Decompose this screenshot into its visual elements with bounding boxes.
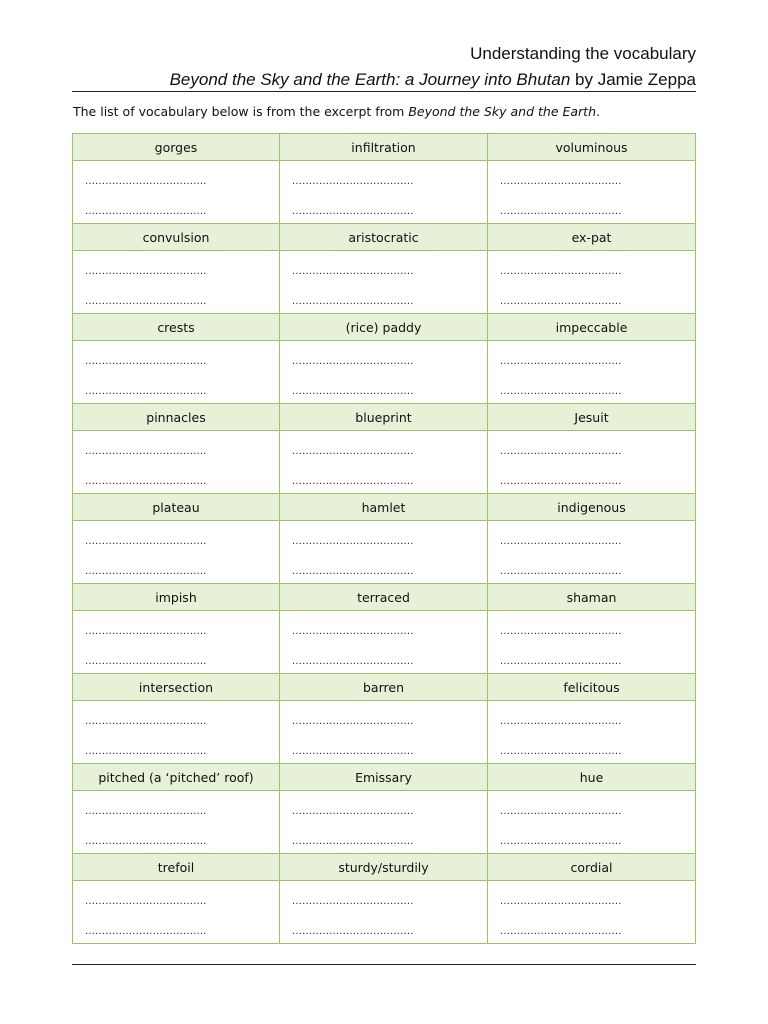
answer-line: ....................................: [500, 446, 622, 457]
vocab-word: barren: [280, 674, 488, 701]
answer-line: ....................................: [85, 356, 207, 367]
vocab-word-row: [73, 494, 696, 521]
answer-line: ....................................: [292, 356, 414, 367]
answer-cell[interactable]: [488, 161, 696, 224]
vocab-answer-row: [73, 251, 696, 314]
answer-line: ....................................: [500, 926, 622, 937]
intro-lead: The list of vocabulary below is from the excerpt from: [73, 104, 409, 119]
answer-cell[interactable]: [73, 611, 280, 674]
answer-line: ....................................: [85, 206, 207, 217]
answer-cell[interactable]: [73, 521, 280, 584]
answer-line: ....................................: [500, 476, 622, 487]
vocab-word: pinnacles: [73, 404, 280, 431]
answer-line: ....................................: [85, 626, 207, 637]
answer-line: ....................................: [292, 806, 414, 817]
answer-line: ....................................: [85, 266, 207, 277]
vocab-word-row: [73, 314, 696, 341]
answer-line: ....................................: [292, 176, 414, 187]
answer-line: ....................................: [292, 716, 414, 727]
vocab-answer-row: [73, 341, 696, 404]
answer-cell[interactable]: [280, 431, 488, 494]
vocab-word: cordial: [488, 854, 696, 881]
answer-line: ....................................: [500, 206, 622, 217]
book-author: by Jamie Zeppa: [575, 70, 696, 89]
answer-line: ....................................: [500, 296, 622, 307]
vocab-word: shaman: [488, 584, 696, 611]
vocab-word: terraced: [280, 584, 488, 611]
footer-divider: [72, 964, 696, 965]
vocab-word: impeccable: [488, 314, 696, 341]
vocab-word-row: [73, 584, 696, 611]
vocab-word: hue: [488, 764, 696, 791]
page-subtitle: [72, 67, 696, 93]
answer-line: ....................................: [85, 536, 207, 547]
vocab-word-row: [73, 134, 696, 161]
answer-line: ....................................: [292, 536, 414, 547]
vocab-word: Jesuit: [488, 404, 696, 431]
answer-line: ....................................: [85, 476, 207, 487]
vocab-answer-row: [73, 611, 696, 674]
answer-line: ....................................: [292, 266, 414, 277]
vocab-answer-row: [73, 161, 696, 224]
answer-line: ....................................: [292, 926, 414, 937]
answer-cell[interactable]: [73, 431, 280, 494]
answer-line: ....................................: [500, 266, 622, 277]
answer-line: ....................................: [85, 446, 207, 457]
answer-line: ....................................: [500, 626, 622, 637]
answer-line: ....................................: [85, 296, 207, 307]
answer-cell[interactable]: [280, 161, 488, 224]
answer-line: ....................................: [292, 446, 414, 457]
answer-cell[interactable]: [280, 521, 488, 584]
answer-cell[interactable]: [280, 611, 488, 674]
vocab-word-row: [73, 764, 696, 791]
answer-cell[interactable]: [280, 791, 488, 854]
answer-line: ....................................: [292, 896, 414, 907]
answer-line: ....................................: [85, 566, 207, 577]
answer-line: ....................................: [292, 836, 414, 847]
page-header: [72, 41, 696, 93]
answer-cell[interactable]: [488, 251, 696, 314]
header-divider: [72, 91, 696, 92]
vocab-word-row: [73, 674, 696, 701]
vocab-word: convulsion: [73, 224, 280, 251]
answer-line: ....................................: [500, 896, 622, 907]
answer-line: ....................................: [85, 926, 207, 937]
vocab-answer-row: [73, 701, 696, 764]
answer-line: ....................................: [85, 176, 207, 187]
vocab-answer-row: [73, 791, 696, 854]
answer-line: ....................................: [292, 476, 414, 487]
answer-line: ....................................: [500, 806, 622, 817]
answer-cell[interactable]: [73, 791, 280, 854]
answer-line: ....................................: [85, 656, 207, 667]
answer-line: ....................................: [292, 746, 414, 757]
intro-book-title: Beyond the Sky and the Earth: [408, 104, 596, 119]
vocab-word: infiltration: [280, 134, 488, 161]
answer-line: ....................................: [292, 626, 414, 637]
answer-cell[interactable]: [488, 611, 696, 674]
vocab-word: impish: [73, 584, 280, 611]
vocab-answer-row: [73, 881, 696, 944]
answer-cell[interactable]: [280, 341, 488, 404]
vocab-word: plateau: [73, 494, 280, 521]
vocab-word-row: [73, 404, 696, 431]
vocab-answer-row: [73, 431, 696, 494]
answer-line: ....................................: [85, 716, 207, 727]
answer-line: ....................................: [500, 836, 622, 847]
answer-cell[interactable]: [280, 881, 488, 944]
answer-cell[interactable]: [73, 251, 280, 314]
answer-line: ....................................: [85, 836, 207, 847]
vocab-word: pitched (a ‘pitched’ roof): [73, 764, 280, 791]
answer-line: ....................................: [85, 746, 207, 757]
vocab-word: gorges: [73, 134, 280, 161]
book-title: Beyond the Sky and the Earth: a Journey into Bhutan: [169, 70, 571, 89]
answer-cell[interactable]: [280, 251, 488, 314]
answer-line: ....................................: [292, 206, 414, 217]
answer-line: ....................................: [292, 296, 414, 307]
vocab-answer-row: [73, 521, 696, 584]
answer-line: ....................................: [500, 656, 622, 667]
vocab-word: intersection: [73, 674, 280, 701]
answer-line: ....................................: [500, 746, 622, 757]
answer-cell[interactable]: [73, 161, 280, 224]
vocab-word-row: [73, 224, 696, 251]
answer-cell[interactable]: [488, 881, 696, 944]
vocab-word: aristocratic: [280, 224, 488, 251]
answer-line: ....................................: [500, 716, 622, 727]
answer-line: ....................................: [292, 386, 414, 397]
vocab-word: felicitous: [488, 674, 696, 701]
intro-end: .: [596, 104, 600, 119]
answer-line: ....................................: [500, 566, 622, 577]
answer-cell[interactable]: [488, 521, 696, 584]
vocab-word: blueprint: [280, 404, 488, 431]
answer-cell[interactable]: [488, 431, 696, 494]
answer-line: ....................................: [500, 536, 622, 547]
answer-line: ....................................: [85, 806, 207, 817]
vocab-word: Emissary: [280, 764, 488, 791]
answer-cell[interactable]: [488, 701, 696, 764]
vocab-word: crests: [73, 314, 280, 341]
answer-cell[interactable]: [73, 881, 280, 944]
intro-text: [73, 103, 697, 121]
answer-cell[interactable]: [488, 791, 696, 854]
vocab-word: trefoil: [73, 854, 280, 881]
vocab-word: (rice) paddy: [280, 314, 488, 341]
answer-cell[interactable]: [73, 341, 280, 404]
answer-line: ....................................: [85, 386, 207, 397]
answer-line: ....................................: [85, 896, 207, 907]
vocab-word-row: [73, 854, 696, 881]
vocab-word: voluminous: [488, 134, 696, 161]
vocabulary-table: [72, 133, 696, 944]
vocab-word: ex-pat: [488, 224, 696, 251]
answer-cell[interactable]: [73, 701, 280, 764]
answer-line: ....................................: [292, 656, 414, 667]
answer-cell[interactable]: [488, 341, 696, 404]
answer-line: ....................................: [500, 176, 622, 187]
page-title: Understanding the vocabulary: [470, 44, 696, 63]
vocab-word: sturdy/sturdily: [280, 854, 488, 881]
vocab-word: hamlet: [280, 494, 488, 521]
vocab-word: indigenous: [488, 494, 696, 521]
answer-line: ....................................: [500, 386, 622, 397]
answer-cell[interactable]: [280, 701, 488, 764]
answer-line: ....................................: [292, 566, 414, 577]
answer-line: ....................................: [500, 356, 622, 367]
